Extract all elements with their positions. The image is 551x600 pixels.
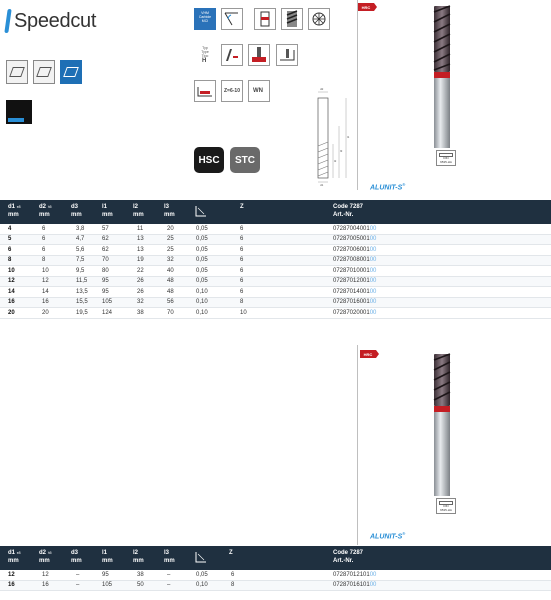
table-cell: 8 bbox=[42, 257, 46, 263]
article-number: 0728701400100 bbox=[333, 288, 377, 295]
shank-icon bbox=[254, 8, 276, 30]
alloy-material-icon bbox=[33, 60, 55, 84]
article-number: 0728700800100 bbox=[333, 257, 377, 263]
table-cell: 6 bbox=[8, 246, 12, 253]
teeth-count-icon: Z=6-10 bbox=[221, 80, 243, 102]
table-cell: 80 bbox=[102, 267, 109, 274]
table-cell: 0,10 bbox=[196, 299, 208, 305]
table-cell: 6 bbox=[42, 225, 46, 232]
table-cell: – bbox=[167, 582, 171, 588]
table-cell: 62 bbox=[102, 246, 109, 253]
svg-text:l2: l2 bbox=[334, 159, 337, 163]
table-cell: 10 bbox=[240, 309, 247, 316]
table-cell: – bbox=[76, 582, 80, 588]
svg-text:l1: l1 bbox=[347, 135, 350, 139]
table-row bbox=[0, 581, 551, 592]
table-cell: 16 bbox=[8, 582, 15, 588]
table-cell: 19 bbox=[137, 257, 144, 263]
table-cell: 11 bbox=[137, 225, 144, 232]
article-number: 0728701210100 bbox=[333, 571, 377, 578]
table-row bbox=[0, 298, 551, 309]
table-cell: 6 bbox=[42, 236, 46, 242]
table-cell: 0,05 bbox=[196, 571, 208, 578]
article-number: 0728701600100 bbox=[333, 299, 377, 305]
table-cell: 12 bbox=[8, 571, 15, 578]
table-cell: 4 bbox=[8, 225, 12, 232]
table-cell: 95 bbox=[102, 571, 109, 578]
table-cell: 14 bbox=[42, 288, 49, 295]
table-cell: 16 bbox=[42, 582, 49, 588]
table-cell: 25 bbox=[167, 236, 174, 242]
table-cell: 6 bbox=[240, 257, 244, 263]
table-cell: 6 bbox=[240, 236, 244, 242]
slotting-icon bbox=[221, 44, 243, 66]
table-cell: 0,05 bbox=[196, 257, 208, 263]
steel-material-icon bbox=[6, 60, 28, 84]
table-cell: 0,10 bbox=[196, 582, 208, 588]
cross-section-icon bbox=[308, 8, 330, 30]
dimension-table-1 bbox=[0, 200, 551, 319]
table-cell: 8 bbox=[8, 257, 12, 263]
table-cell: 0,05 bbox=[196, 246, 208, 253]
table-cell: 9,5 bbox=[76, 267, 85, 274]
plunging-icon bbox=[194, 80, 216, 102]
table-cell: 6 bbox=[240, 267, 244, 274]
table-cell: 6 bbox=[240, 278, 244, 284]
table-cell: 7,5 bbox=[76, 257, 85, 263]
table-cell: 0,05 bbox=[196, 236, 208, 242]
product-name: ALUNIT-S® bbox=[370, 182, 406, 192]
table-cell: 32 bbox=[167, 257, 174, 263]
table-row bbox=[0, 277, 551, 288]
divider bbox=[357, 0, 358, 190]
table-cell: 16 bbox=[42, 299, 49, 305]
article-number: 0728701610100 bbox=[333, 582, 377, 588]
svg-text:l3: l3 bbox=[340, 149, 343, 153]
table-cell: – bbox=[167, 571, 171, 578]
corner-chamfer-icon bbox=[194, 550, 208, 564]
table-cell: 6 bbox=[42, 246, 46, 253]
table-header: d1 e8 mm d2 h5 mm d3 mm l1 mm l2 mm l3 mm Z Code 7287 Art.-Nr. bbox=[0, 200, 551, 224]
aluminium-material-icon bbox=[60, 60, 82, 84]
table-cell: 5 bbox=[8, 236, 12, 242]
carbide-grade-icon: VHM Carbide MCI bbox=[194, 8, 216, 30]
ramping-icon bbox=[248, 44, 270, 66]
logo-mark bbox=[4, 9, 11, 33]
table-cell: 70 bbox=[102, 257, 109, 263]
table-cell: 6 bbox=[240, 246, 244, 253]
table-cell: 13 bbox=[137, 236, 144, 242]
table-cell: 48 bbox=[167, 278, 174, 284]
table-cell: 26 bbox=[137, 278, 144, 284]
table-cell: 57 bbox=[102, 225, 109, 232]
table-cell: 0,05 bbox=[196, 225, 208, 232]
table-row bbox=[0, 256, 551, 267]
table-cell: 6 bbox=[240, 225, 244, 232]
table-cell: 4,7 bbox=[76, 236, 85, 242]
article-number: 0728701200100 bbox=[333, 278, 377, 284]
table-cell: 38 bbox=[137, 571, 144, 578]
table-cell: 22 bbox=[137, 267, 144, 274]
article-number: 0728700600100 bbox=[333, 246, 377, 253]
table-body bbox=[0, 570, 551, 591]
table-cell: 95 bbox=[102, 288, 109, 295]
table-cell: 10 bbox=[42, 267, 49, 274]
hsc-badge: HSC bbox=[194, 147, 224, 173]
hrc-badge: HRC bbox=[358, 3, 374, 11]
table-header: d1 e8 mm d2 h5 mm d3 mm l1 mm l2 mm l3 mm Z Code 7287 Art.-Nr. bbox=[0, 546, 551, 570]
table-cell: 95 bbox=[102, 278, 109, 284]
table-cell: 105 bbox=[102, 299, 113, 305]
brand-logo bbox=[6, 8, 96, 34]
article-number: 0728702000100 bbox=[333, 309, 377, 316]
table-cell: 12 bbox=[8, 278, 15, 284]
table-row bbox=[0, 245, 551, 256]
table-cell: 13 bbox=[137, 246, 144, 253]
table-cell: 6 bbox=[231, 571, 235, 578]
end-mill-image bbox=[430, 4, 454, 150]
flute-icon bbox=[281, 8, 303, 30]
table-row bbox=[0, 266, 551, 277]
coating-badge-icon bbox=[6, 100, 32, 124]
table-cell: 10 bbox=[8, 267, 15, 274]
table-cell: 3,8 bbox=[76, 225, 85, 232]
article-number: 0728701000100 bbox=[333, 267, 377, 274]
table-cell: 50 bbox=[137, 582, 144, 588]
profiling-icon bbox=[276, 44, 298, 66]
table-cell: 8 bbox=[240, 299, 244, 305]
table-cell: 15,5 bbox=[76, 299, 88, 305]
type-label-icon: Typ Type Tipo H bbox=[194, 44, 216, 66]
table-cell: 62 bbox=[102, 236, 109, 242]
table-cell: 20 bbox=[8, 309, 15, 316]
table-cell: 19,5 bbox=[76, 309, 88, 316]
table-row bbox=[0, 287, 551, 298]
helix-angle-icon bbox=[221, 8, 243, 30]
table-cell: 16 bbox=[8, 299, 15, 305]
table-cell: 40 bbox=[167, 267, 174, 274]
table-cell: 12 bbox=[42, 571, 49, 578]
table-cell: 56 bbox=[167, 299, 174, 305]
table-cell: 48 bbox=[167, 288, 174, 295]
article-number: 0728700500100 bbox=[333, 236, 377, 242]
table-cell: 25 bbox=[167, 246, 174, 253]
dimension-drawing bbox=[306, 86, 356, 186]
stc-badge: STC bbox=[230, 147, 260, 173]
brand-name: Speedcut bbox=[14, 9, 97, 32]
svg-text:d2: d2 bbox=[320, 87, 324, 91]
material-icons bbox=[6, 60, 82, 84]
table-cell: 0,10 bbox=[196, 309, 208, 316]
din-shank-icon: DIN 6535-HA bbox=[436, 150, 456, 166]
table-row bbox=[0, 235, 551, 246]
table-cell: 14 bbox=[8, 288, 15, 295]
table-row bbox=[0, 308, 551, 319]
table-cell: 70 bbox=[167, 309, 174, 316]
dimension-table-2 bbox=[0, 546, 551, 591]
table-cell: 38 bbox=[137, 309, 144, 316]
table-cell: 12 bbox=[42, 278, 49, 284]
table-cell: 0,10 bbox=[196, 288, 208, 295]
table-cell: 11,5 bbox=[76, 278, 88, 284]
table-cell: 32 bbox=[137, 299, 144, 305]
end-mill-image bbox=[430, 352, 454, 498]
din-shank-icon: DIN 6535-HA bbox=[436, 498, 456, 514]
table-cell: 0,05 bbox=[196, 267, 208, 274]
table-cell: 124 bbox=[102, 309, 113, 316]
divider bbox=[357, 345, 358, 545]
table-cell: 26 bbox=[137, 288, 144, 295]
svg-text:d1: d1 bbox=[320, 183, 324, 186]
table-cell: 13,5 bbox=[76, 288, 88, 295]
table-cell: 20 bbox=[167, 225, 174, 232]
shank-type-icon: WN bbox=[248, 80, 270, 102]
table-row bbox=[0, 570, 551, 581]
product-name: ALUNIT-S® bbox=[370, 531, 406, 541]
table-cell: 105 bbox=[102, 582, 113, 588]
corner-chamfer-icon bbox=[194, 204, 208, 218]
table-cell: – bbox=[76, 571, 80, 578]
table-cell: 20 bbox=[42, 309, 49, 316]
table-cell: 5,6 bbox=[76, 246, 85, 253]
table-cell: 8 bbox=[231, 582, 235, 588]
article-number: 0728700400100 bbox=[333, 225, 377, 232]
table-cell: 6 bbox=[240, 288, 244, 295]
table-body bbox=[0, 224, 551, 319]
table-cell: 0,05 bbox=[196, 278, 208, 284]
hrc-badge: HRC bbox=[360, 350, 376, 358]
table-row bbox=[0, 224, 551, 235]
